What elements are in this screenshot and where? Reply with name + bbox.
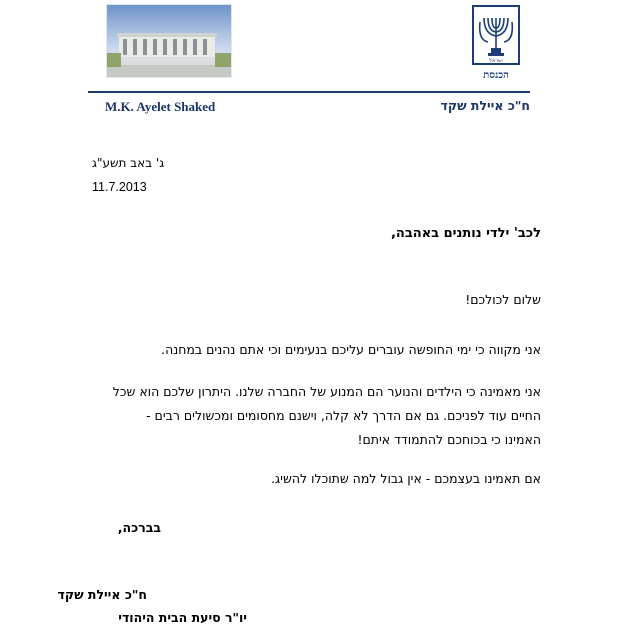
letter-sign-off: בברכה, [117,520,161,535]
signature-title: יו"ר סיעת הבית היהודי [118,610,247,625]
paragraph-2-line: האמינו כי בכוחכם להתמודד איתם! [357,432,541,447]
emblem-word: ישראל [489,58,503,64]
letter-paragraph-3: אם תאמינו בעצמכם - אין גבול למה שתוכלו להשיג. [271,471,541,486]
paragraph-2-line: אני מאמינה כי הילדים והנוער הם המנוע של החברה שלנו. היתרון שלכם הוא שכל [112,384,541,399]
mk-name-hebrew: ח"כ איילת שקד [440,98,530,113]
letter-recipient: לכב' ילדי נותנים באהבה, [390,226,541,241]
letter-greeting: שלום לכולכם! [465,292,541,307]
letter-paragraph-1: אני מקווה כי ימי החופשה עוברים עליכם בנעימים וכי אתם נהנים במחנה. [161,342,541,357]
paragraph-2-line: החיים עוד לפניכם. גם אם הדרך לא קלה, וישנם מחסומים ומכשולים רבים - [146,408,541,423]
header-divider [88,91,530,93]
hebrew-date: ג' באב תשע"ג [92,156,165,170]
signature-name: ח"כ איילת שקד [57,587,147,602]
knesset-building-photo [106,4,232,78]
mk-name-english: M.K. Ayelet Shaked [105,99,216,114]
emblem-caption: הכנסת [483,70,509,81]
gregorian-date: 11.7.2013 [92,180,147,194]
letter-paragraph-2 [81,380,541,452]
